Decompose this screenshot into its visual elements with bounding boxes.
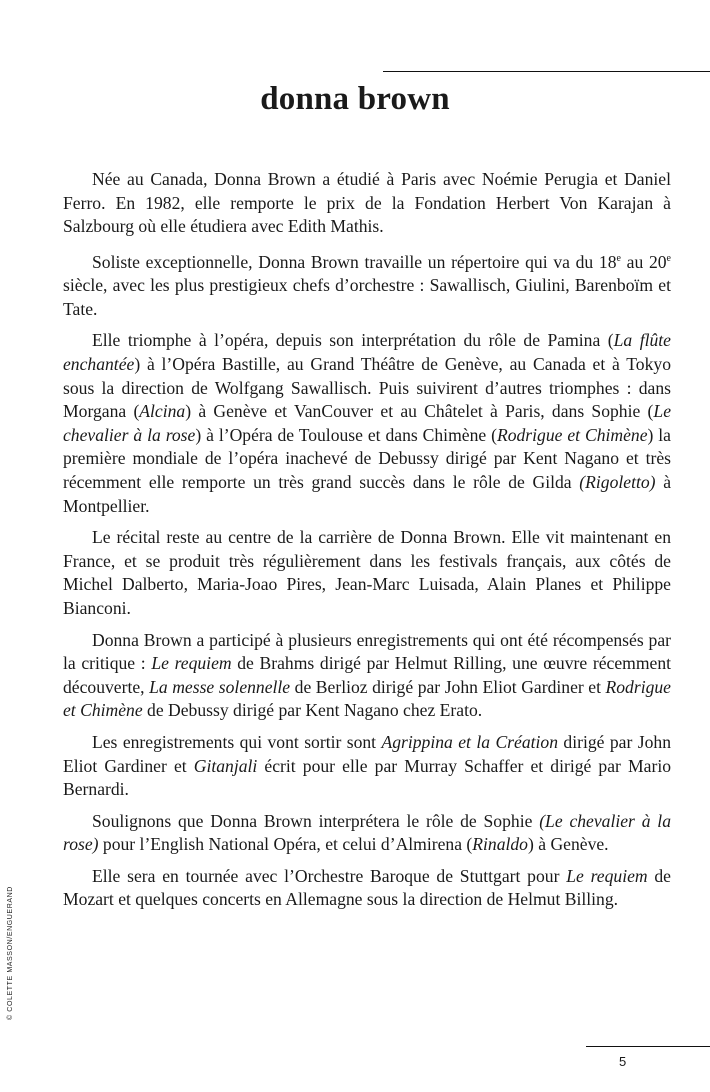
body-paragraph: Elle sera en tournée avec l’Orchestre Baroque de Stuttgart pour Le requiem de Mozart et quelques concerts en Allemagne sous la direction de Helmut Billing. (63, 865, 671, 910)
italic-title: Le requiem (566, 865, 648, 886)
italic-title: Agrippina et la Création (381, 731, 559, 752)
photo-credit: © COLETTE MASSON/ENGUERAND (7, 886, 14, 1020)
italic-title: Le requiem (151, 653, 232, 674)
italic-title: Le chevalier à la rose (63, 401, 671, 445)
page-number: 5 (619, 1054, 627, 1069)
body-paragraph: Le récital reste au centre de la carrière de Donna Brown. Elle vit maintenant en France, et se produit très régulièrement dans les festivals français, aux côtés de Michel Dalberto, Maria-Joao Pires, Jean-Marc Luisada, Alain Planes et Philippe Bianconi. (63, 527, 671, 618)
italic-title: La flûte enchantée (63, 330, 671, 375)
italic-title: Rinaldo (472, 834, 528, 855)
italic-title: Alcina (139, 401, 186, 422)
article-body (63, 168, 671, 920)
italic-title: Rodrigue et Chimène (496, 424, 648, 445)
italic-title: (Le chevalier à la rose) (63, 810, 671, 855)
bottom-rule (586, 1046, 710, 1047)
body-paragraph: Soulignons que Donna Brown interprétera le rôle de Sophie (Le chevalier à la rose) pour l’English National Opéra, et celui d’Almirena (Rinaldo) à Genève. (63, 810, 671, 855)
italic-title: La messe solennelle (149, 676, 291, 697)
body-paragraph: Elle triomphe à l’opéra, depuis son interprétation du rôle de Pamina (La flûte enchantée) à l’Opéra Bastille, au Grand Théâtre de Genève, au Canada et à Tokyo sous la direction de Wolfgang Sawallisch. Puis suivirent d’autres triomphes : dans Morgana (Alcina) à Genève et VanCouver et au Châtelet à Paris, dans Sophie (Le chevalier à la rose) à l’Opéra de Toulouse et dans Chimène (Rodrigue et Chimène) la première mondiale de l’opéra inachevé de Debussy dirigé par Kent Nagano et très récemment elle remporte un très grand succès dans le rôle de Gilda (Rigoletto) à Montpellier. (63, 330, 671, 516)
ordinal-superscript: e (616, 252, 621, 264)
body-paragraph: Soliste exceptionnelle, Donna Brown travaille un répertoire qui va du 18e au 20e siècle, avec les plus prestigieux chefs d’orchestre : Sawallisch, Giulini, Barenboïm et Tate. (63, 251, 671, 319)
page-title: donna brown (260, 81, 450, 117)
italic-title: (Rigoletto) (579, 471, 656, 492)
body-paragraph: Donna Brown a participé à plusieurs enregistrements qui ont été récompensés par la critique : Le requiem de Brahms dirigé par Helmut Rilling, une œuvre récemment découverte, La messe solennelle de Berlioz dirigé par John Eliot Gardiner et Rodrigue et Chimène de Debussy dirigé par Kent Nagano chez Erato. (63, 629, 672, 721)
body-paragraph: Les enregistrements qui vont sortir sont Agrippina et la Création dirigé par John Eliot Gardiner et Gitanjali écrit pour elle par Murray Schaffer et dirigé par Mario Bernardi. (63, 731, 672, 800)
body-paragraph: Née au Canada, Donna Brown a étudié à Paris avec Noémie Perugia et Daniel Ferro. En 1982, elle remporte le prix de la Fondation Herbert Von Karajan à Salzbourg où elle étudiera avec Edith Mathis. (63, 169, 671, 237)
ordinal-superscript: e (666, 252, 671, 264)
italic-title: Rodrigue et Chimène (63, 676, 671, 721)
italic-title: Gitanjali (193, 755, 258, 776)
